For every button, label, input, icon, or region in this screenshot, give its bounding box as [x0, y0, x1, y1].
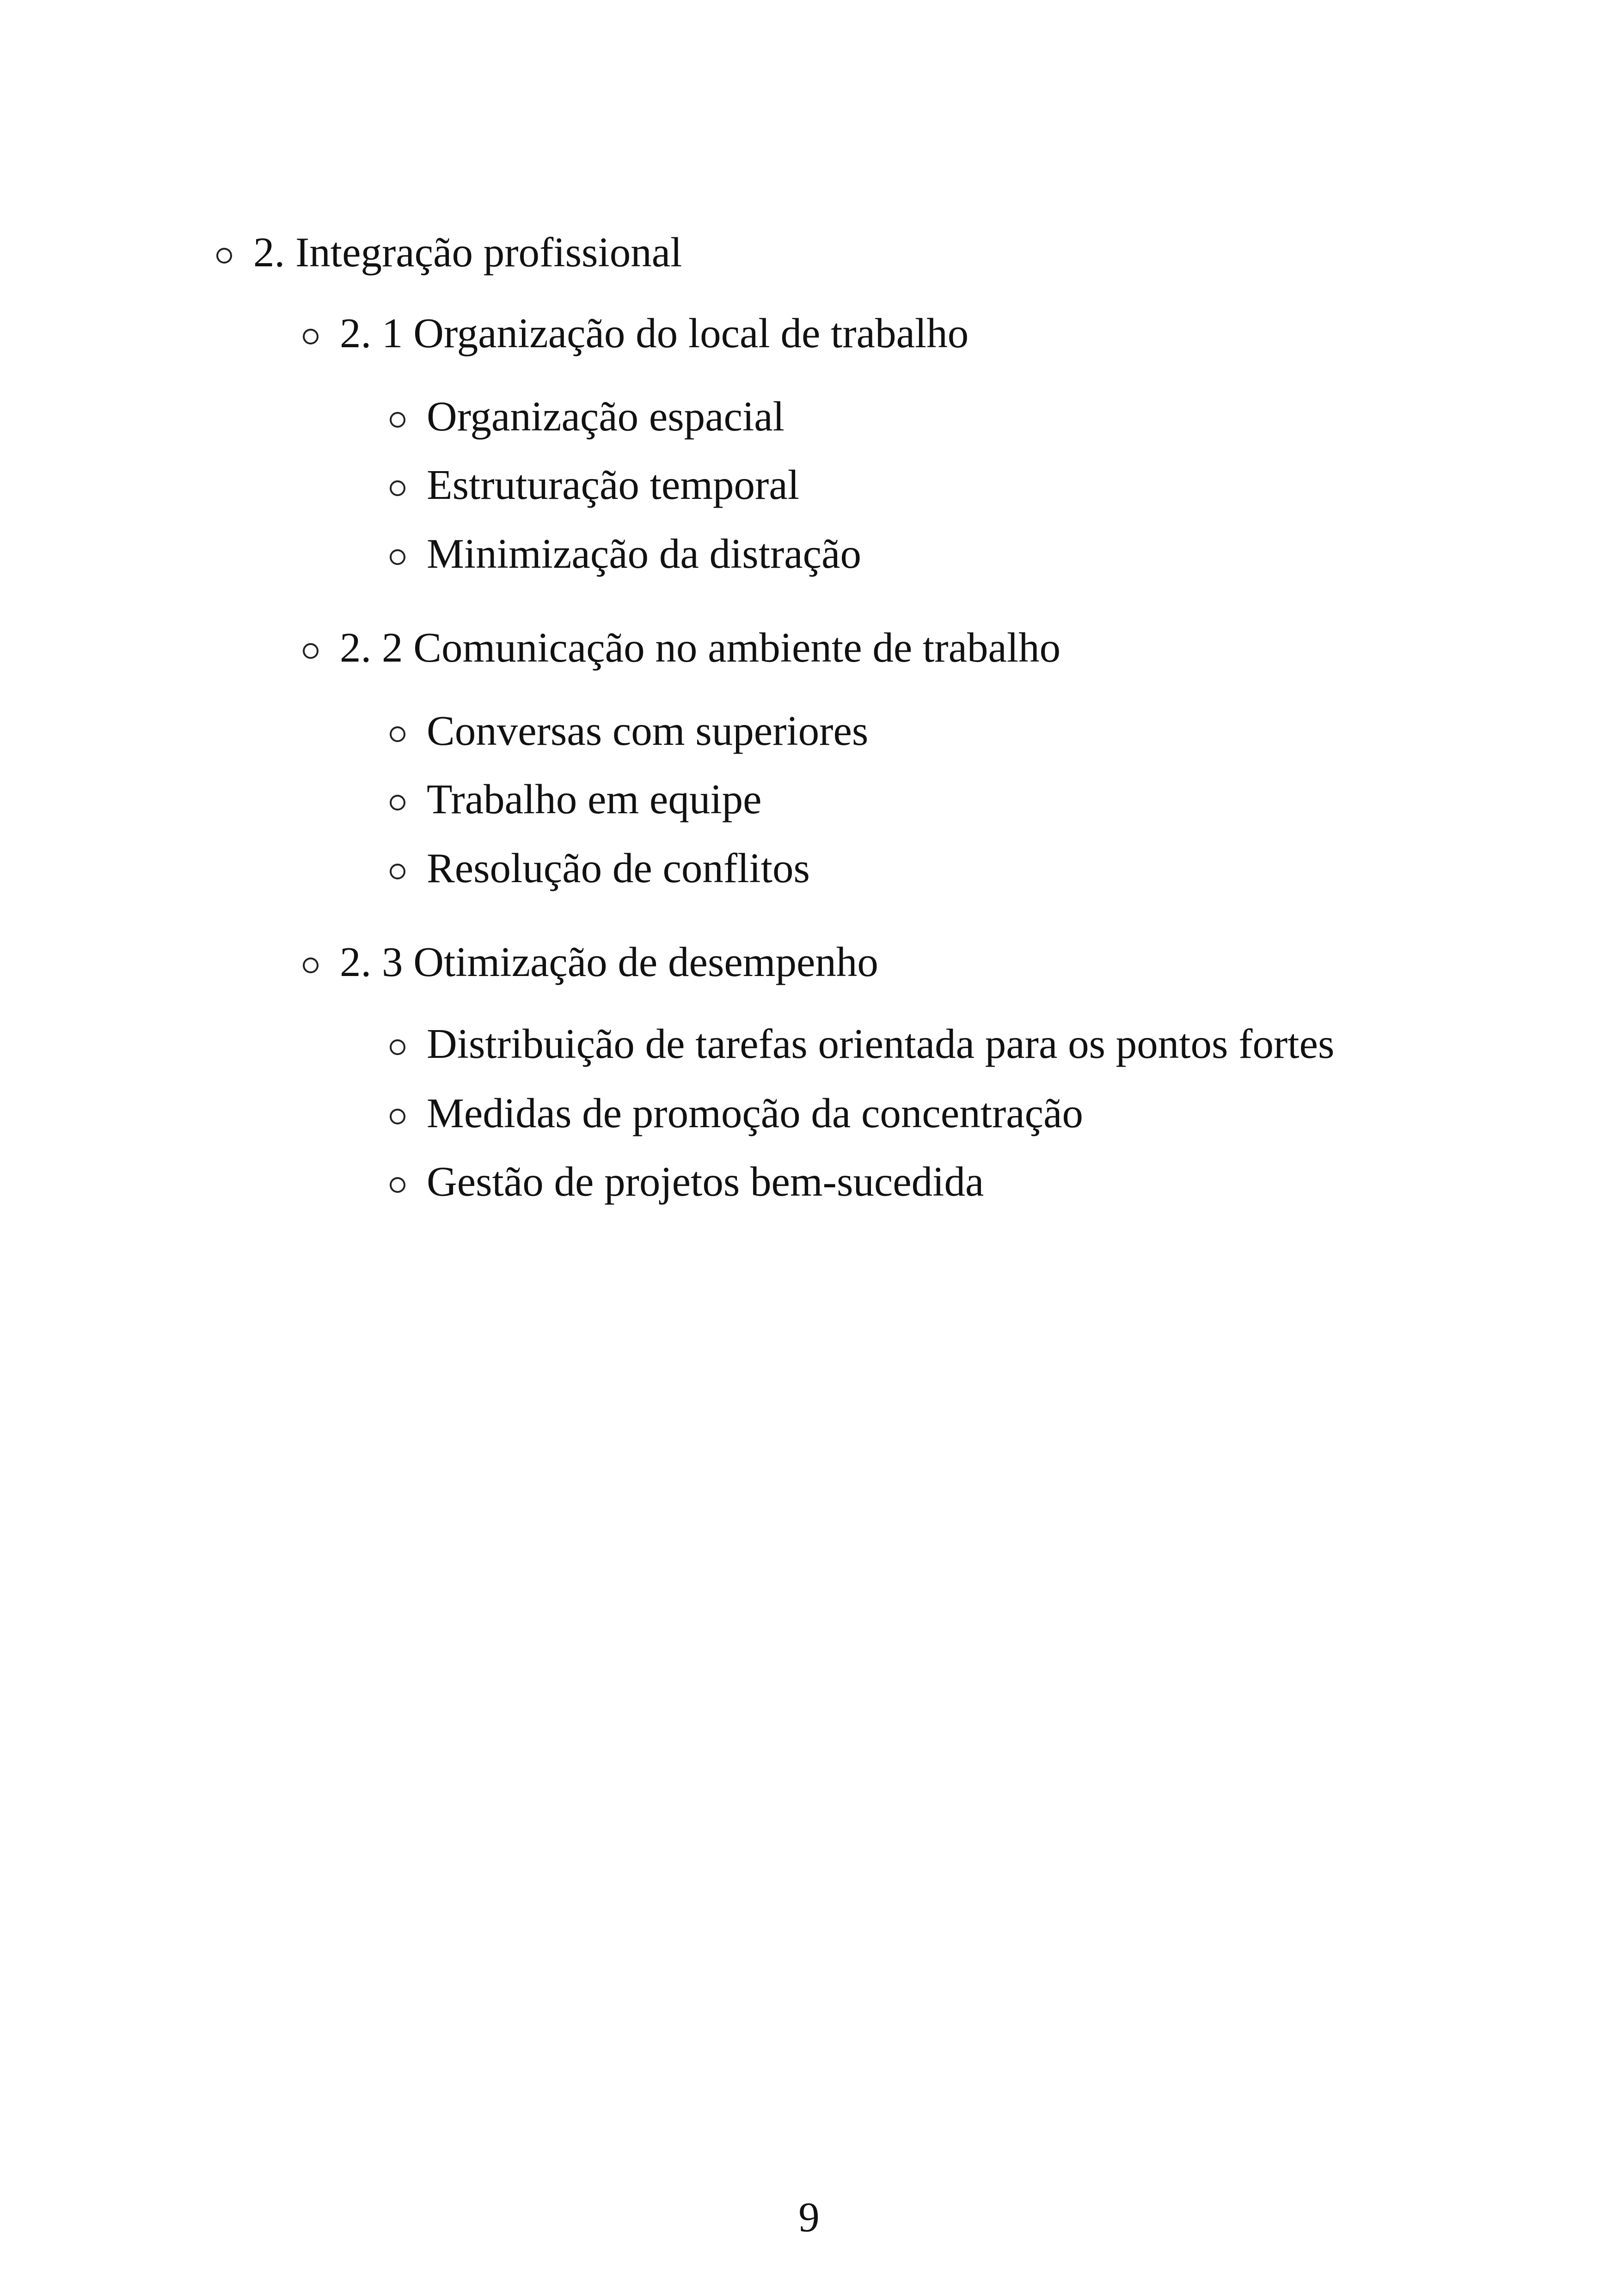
outline-item-topic	[390, 530, 861, 577]
outline-item-subsection	[303, 941, 878, 983]
outline-item-topic	[390, 1160, 984, 1203]
hollow-circle-bullet-icon	[390, 795, 405, 810]
topic-label: Medidas de promoção da concentração	[427, 1090, 1083, 1136]
outline-item-topic	[390, 707, 869, 754]
subsection-title: 2. 2 Comunicação no ambiente de trabalho	[340, 624, 1061, 671]
subsection-title: 2. 3 Otimização de desempenho	[340, 939, 878, 985]
hollow-circle-bullet-icon	[390, 1039, 405, 1055]
hollow-circle-bullet-icon	[390, 726, 405, 742]
hollow-circle-bullet-icon	[303, 329, 319, 344]
topic-label: Resolução de conflitos	[427, 845, 810, 891]
topic-label: Organização espacial	[427, 393, 784, 440]
outline-item-topic	[390, 1020, 1335, 1067]
outline-item-topic	[390, 847, 810, 889]
outline-item-topic	[390, 393, 784, 440]
page-number: 9	[798, 2194, 820, 2241]
subsection-title: 2. 1 Organização do local de trabalho	[340, 310, 969, 356]
outline-item-subsection	[303, 312, 968, 354]
outline-item-subsection	[303, 626, 1060, 669]
outline-item-section	[216, 229, 682, 276]
hollow-circle-bullet-icon	[303, 958, 319, 973]
outline-item-topic	[390, 776, 762, 823]
section-title: 2. Integração profissional	[253, 229, 682, 276]
topic-label: Trabalho em equipe	[427, 776, 762, 823]
hollow-circle-bullet-icon	[216, 248, 232, 264]
hollow-circle-bullet-icon	[390, 1109, 405, 1124]
hollow-circle-bullet-icon	[390, 480, 405, 496]
hollow-circle-bullet-icon	[303, 643, 319, 659]
topic-label: Estruturação temporal	[427, 461, 800, 508]
outline-item-topic	[390, 1092, 1083, 1134]
topic-label: Conversas com superiores	[427, 707, 869, 754]
hollow-circle-bullet-icon	[390, 549, 405, 565]
topic-label: Distribuição de tarefas orientada para os pontos fortes	[427, 1020, 1335, 1067]
hollow-circle-bullet-icon	[390, 1177, 405, 1193]
outline-item-topic	[390, 461, 800, 508]
hollow-circle-bullet-icon	[390, 864, 405, 879]
hollow-circle-bullet-icon	[390, 412, 405, 428]
topic-label: Gestão de projetos bem-sucedida	[427, 1158, 984, 1205]
topic-label: Minimização da distração	[427, 530, 861, 577]
